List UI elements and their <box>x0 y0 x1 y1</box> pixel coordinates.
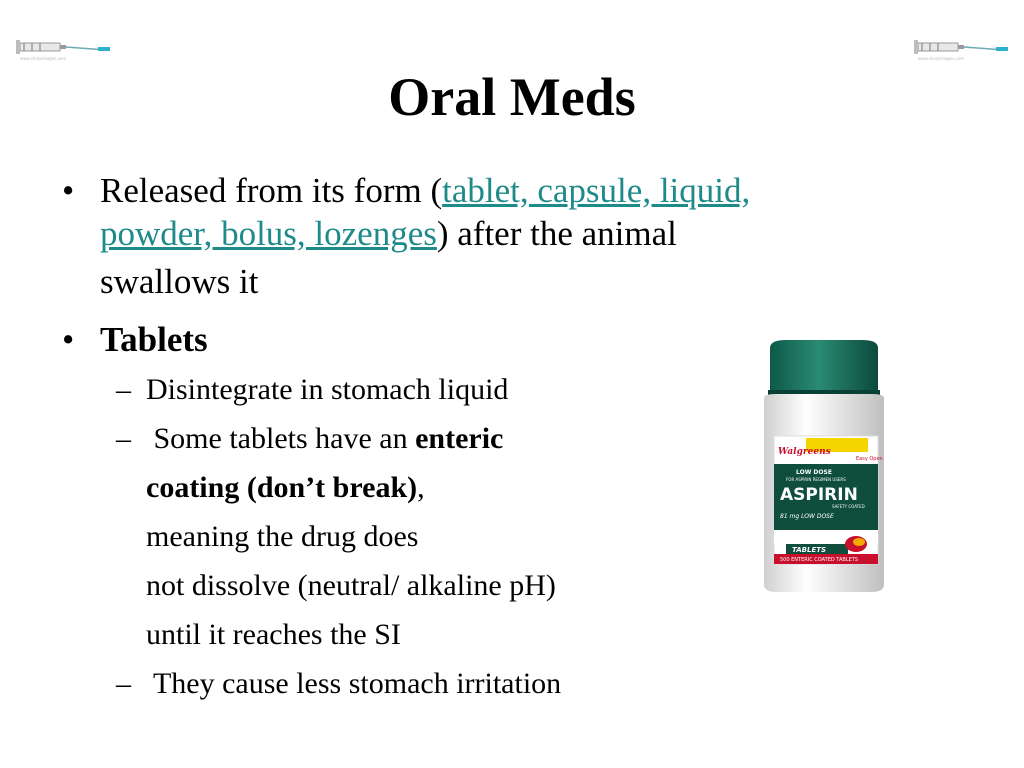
sub-bullet-text: until it reaches the SI <box>146 618 401 651</box>
syringe-icon <box>14 34 114 62</box>
sub-bullet-text: not dissolve (neutral/ alkaline pH) <box>146 569 556 602</box>
sub-bullet-text: Disintegrate in stomach liquid <box>146 373 509 406</box>
bottle-strength: 81 mg LOW DOSE <box>780 513 834 520</box>
bullet-line <box>100 212 677 255</box>
bottle-easy-open: Easy Open <box>856 456 883 462</box>
bullet-line <box>100 169 750 212</box>
svg-text:www.sharpimages.com: www.sharpimages.com <box>20 56 67 61</box>
bullet-heading: Tablets <box>100 320 208 359</box>
bottle-low-dose-sub: FOR ASPIRIN REGIMEN USERS <box>786 477 846 482</box>
bottle-count: 500 ENTERIC COATED TABLETS <box>780 557 858 563</box>
bottle-low-dose: LOW DOSE <box>796 469 832 476</box>
bullet-text: swallows it <box>100 262 259 301</box>
forms-link[interactable]: tablet, capsule, liquid, <box>442 171 751 210</box>
bottle-safety: SAFETY COATED <box>832 504 865 509</box>
sub-bullet-line <box>146 419 503 459</box>
sub-bullet-text: They cause less stomach irritation <box>146 667 562 700</box>
syringe-icon <box>912 34 1012 62</box>
bottle-name: ASPIRIN <box>780 485 858 505</box>
sub-bullet-marker: – <box>116 373 131 406</box>
bottle-brand: Walgreens <box>778 447 831 457</box>
sub-bullet-text: , <box>417 471 425 504</box>
bullet-marker: • <box>62 320 75 359</box>
bullet-text: ) after the animal <box>436 214 677 253</box>
sub-bullet-bold: coating (don’t break) <box>146 471 418 504</box>
bullet-marker: • <box>62 171 75 210</box>
forms-link[interactable]: powder, bolus, lozenges <box>100 214 437 253</box>
sub-bullet-text: meaning the drug does <box>146 520 419 553</box>
sub-bullet-text: Some tablets have an <box>146 422 416 455</box>
svg-text:www.sharpimages.com: www.sharpimages.com <box>918 56 965 61</box>
aspirin-bottle-image <box>756 340 892 596</box>
slide-title: Oral Meds <box>388 67 636 127</box>
sub-bullet-bold: enteric <box>415 422 504 455</box>
sub-bullet-marker: – <box>116 667 131 700</box>
bullet-text: Released from its form ( <box>100 171 443 210</box>
bottle-form: TABLETS <box>792 546 827 554</box>
sub-bullet-line <box>146 468 425 508</box>
sub-bullet-marker: – <box>116 422 131 455</box>
